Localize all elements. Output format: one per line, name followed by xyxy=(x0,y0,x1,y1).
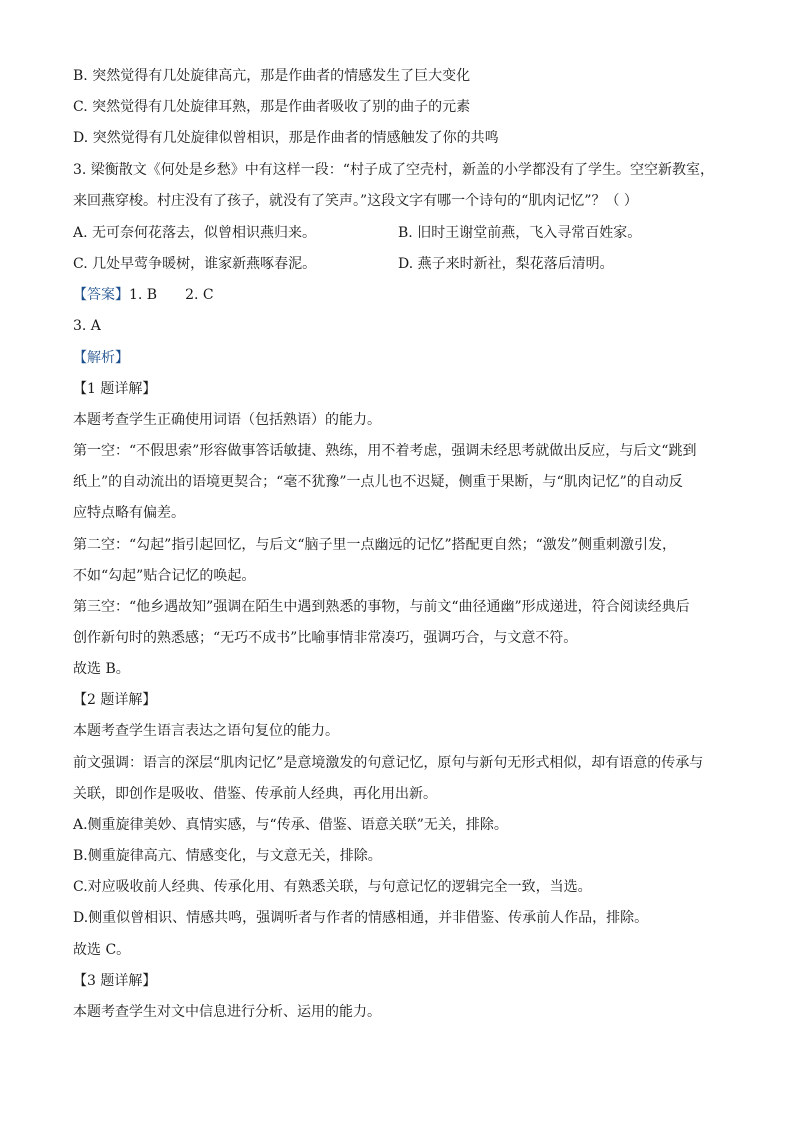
detail-1-para2-line1: 第二空：“勾起”指引起回忆，与后文“脑子里一点幽远的记忆”搭配更自然；“激发”侧重刺激引发， xyxy=(73,537,676,553)
detail-2-option-c: C.对应吸收前人经典、传承化用、有熟悉关联，与句意记忆的逻辑完全一致，当选。 xyxy=(73,879,592,895)
answer-line xyxy=(73,285,214,305)
detail-2-option-b: B.侧重旋律高亢、情感变化，与文意无关，排除。 xyxy=(73,848,382,864)
detail-2-intro: 本题考查学生语言表达之语句复位的能力。 xyxy=(73,723,339,739)
detail-1-para1-line3: 应特点略有偏差。 xyxy=(73,505,185,521)
q3-option-b: B. 旧时王谢堂前燕，飞入寻常百姓家。 xyxy=(398,225,642,241)
detail-1-para2-line2: 不如“勾起”贴合记忆的唤起。 xyxy=(73,568,256,584)
q2-option-b: B. 突然觉得有几处旋律高亢，那是作曲者的情感发生了巨大变化 xyxy=(73,68,471,84)
detail-2-option-d: D.侧重似曾相识、情感共鸣，强调听者与作者的情感相通，并非借鉴、传承前人作品，排除。 xyxy=(73,910,649,926)
detail-3-intro: 本题考查学生对文中信息进行分析、运用的能力。 xyxy=(73,1004,381,1020)
detail-2-conclusion: 故选 C。 xyxy=(73,942,131,958)
detail-2-label: 【2 题详解】 xyxy=(73,692,157,708)
detail-1-label: 【1 题详解】 xyxy=(73,381,157,397)
answer-label: 【答案】 xyxy=(73,287,129,303)
q3-option-c: C. 几处早莺争暖树，谁家新燕啄春泥。 xyxy=(73,256,317,272)
q2-option-d: D. 突然觉得有几处旋律似曾相识，那是作曲者的情感触发了你的共鸣 xyxy=(73,130,499,146)
q3-stem-line-2: 来回燕穿梭。村庄没有了孩子，就没有了笑声。”这段文字有哪一个诗句的“肌肉记忆”？（ ） xyxy=(73,193,638,209)
detail-2-para1-line2: 关联，即创作是吸收、借鉴、传承前人经典，再化用出新。 xyxy=(73,786,437,802)
answer-1: 1. B xyxy=(129,287,158,303)
answer-3: 3. A xyxy=(73,318,101,334)
detail-1-intro: 本题考查学生正确使用词语（包括熟语）的能力。 xyxy=(73,412,381,428)
detail-1-para3-line1: 第三空：“他乡遇故知”强调在陌生中遇到熟悉的事物，与前文“曲径通幽”形成递进，符合阅读经典后 xyxy=(73,599,690,615)
detail-2-option-a: A.侧重旋律美妙、真情实感，与“传承、借鉴、语意关联”无关，排除。 xyxy=(73,817,508,833)
detail-1-para1-line1: 第一空：“不假思索”形容做事答话敏捷、熟练，用不着考虑，强调未经思考就做出反应，与后文“跳到 xyxy=(73,443,697,459)
detail-2-para1-line1: 前文强调：语言的深层“肌肉记忆”是意境激发的句意记忆，原句与新句无形式相似，却有语意的传承与 xyxy=(73,755,704,771)
detail-1-para3-line2: 创作新句时的熟悉感；“无巧不成书”比喻事情非常凑巧，强调巧合，与文意不符。 xyxy=(73,630,578,646)
q3-option-d: D. 燕子来时新社，梨花落后清明。 xyxy=(398,256,614,272)
detail-1-conclusion: 故选 B。 xyxy=(73,661,130,677)
q3-stem-line-1: 3. 梁衡散文《何处是乡愁》中有这样一段：“村子成了空壳村，新盖的小学都没有了学生。空空新教室， xyxy=(73,162,714,178)
q3-option-a: A. 无可奈何花落去，似曾相识燕归来。 xyxy=(73,225,317,241)
answer-2: 2. C xyxy=(185,287,214,303)
detail-1-para1-line2: 纸上”的自动流出的语境更契合；“毫不犹豫”一点儿也不迟疑，侧重于果断，与“肌肉记忆”的自动反 xyxy=(73,474,683,490)
q2-option-c: C. 突然觉得有几处旋律耳熟，那是作曲者吸收了别的曲子的元素 xyxy=(73,99,471,115)
analysis-label: 【解析】 xyxy=(73,350,129,366)
detail-3-label: 【3 题详解】 xyxy=(73,973,157,989)
